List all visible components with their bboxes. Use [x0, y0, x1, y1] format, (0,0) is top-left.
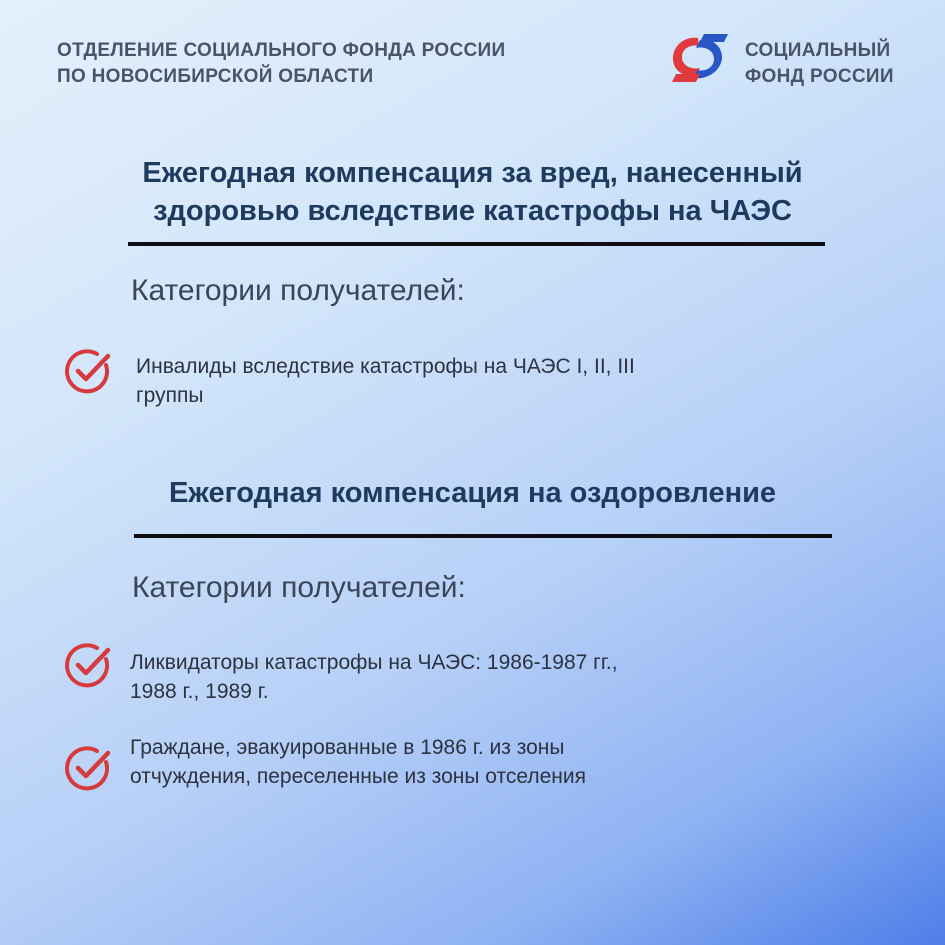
section-1-item-1-line2: группы	[136, 384, 204, 407]
section-2-item-2-line1: Граждане, эвакуированные в 1986 г. из зоны	[130, 736, 565, 759]
section-1-title	[0, 154, 945, 230]
section-2-item-1-line2: 1988 г., 1989 г.	[130, 680, 269, 703]
section-1-title-line2: здоровью вследствие катастрофы на ЧАЭС	[153, 195, 792, 227]
logo-text-line2: ФОНД РОССИИ	[745, 66, 894, 87]
section-1-item-1-line1: Инвалиды вследствие катастрофы на ЧАЭС I, II, III	[136, 355, 635, 378]
section-1-divider	[128, 242, 825, 246]
social-fund-logo-icon	[668, 30, 734, 86]
section-2-item-1	[130, 648, 618, 706]
section-2-item-1-line1: Ликвидаторы катастрофы на ЧАЭС: 1986-1987 гг.,	[130, 651, 618, 674]
section-1-categories-label: Категории получателей:	[131, 274, 465, 307]
check-circle-icon	[64, 744, 112, 792]
section-2-divider	[134, 534, 832, 538]
section-2-categories-label: Категории получателей:	[132, 571, 466, 604]
section-2-item-2-line2: отчуждения, переселенные из зоны отселения	[130, 765, 586, 788]
section-2-item-2	[130, 733, 586, 791]
organization-name-line2: ПО НОВОСИБИРСКОЙ ОБЛАСТИ	[57, 66, 374, 87]
logo-text	[745, 38, 894, 90]
section-1-item-1	[136, 352, 635, 410]
organization-name	[57, 38, 505, 90]
logo-text-line1: СОЦИАЛЬНЫЙ	[745, 40, 891, 61]
section-2-title-line1: Ежегодная компенсация на оздоровление	[168, 477, 777, 509]
check-circle-icon	[64, 347, 112, 395]
section-1-title-line1: Ежегодная компенсация за вред, нанесенный	[142, 157, 803, 189]
organization-name-line1: ОТДЕЛЕНИЕ СОЦИАЛЬНОГО ФОНДА РОССИИ	[57, 40, 506, 61]
section-2-title	[0, 474, 945, 512]
check-circle-icon	[64, 641, 112, 689]
